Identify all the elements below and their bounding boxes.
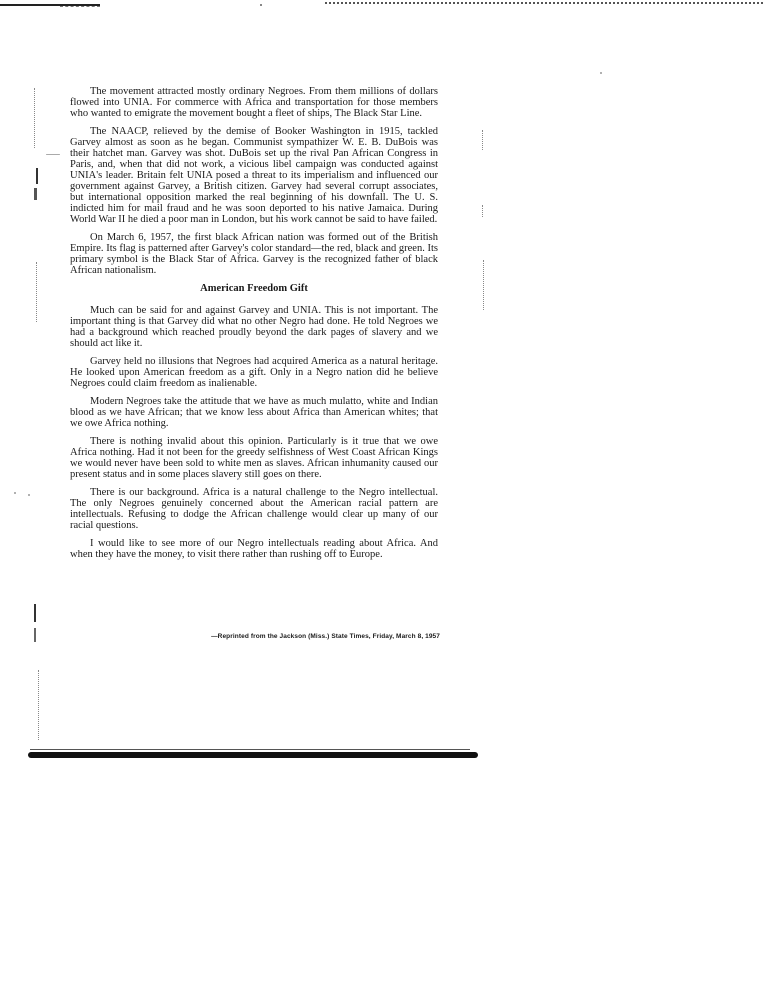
paragraph: I would like to see more of our Negro intellectuals reading about Africa. And when they have the money, to visit there rather than rushing off to Europe. xyxy=(70,538,438,560)
top-right-dotted-rule xyxy=(325,2,763,4)
left-margin-dotted-line xyxy=(38,670,39,740)
paragraph: Much can be said for and against Garvey and UNIA. This is not important. The important thing is that Garvey did what no other Negro had done. He told Negroes we had a background which reached proudly beyond the dark pages of slavery and we should act like it. xyxy=(70,305,438,349)
scan-speck xyxy=(46,154,60,155)
bottom-heavy-rule xyxy=(28,752,478,758)
right-margin-dotted-line xyxy=(483,260,484,310)
paragraph: There is our background. Africa is a natural challenge to the Negro intellectual. The only Negroes genuinely concerned about the American racial pattern are intellectuals. Refusing to dodge the African challenge would clear up many of our racial questions. xyxy=(70,487,438,531)
paragraph: Garvey held no illusions that Negroes had acquired America as a natural heritage. He looked upon American freedom as a gift. Only in a Negro nation did he believe Negroes could claim freedom as inalienable. xyxy=(70,356,438,389)
paragraph: There is nothing invalid about this opinion. Particularly is it true that we owe Africa nothing. Had it not been for the greedy selfishness of West Coast African Kings we would never have been sold to white men as slaves. African inhumanity caused our present status and in some places slavery still goes on there. xyxy=(70,436,438,480)
left-margin-mark xyxy=(36,168,38,184)
paragraph: On March 6, 1957, the first black African nation was formed out of the British Empire. Its flag is patterned after Garvey's color standard—the red, black and green. Its primary symbol is the Black Star of Africa. Garvey is the recognized father of black African nationalism. xyxy=(70,232,438,276)
reprint-credit: —Reprinted from the Jackson (Miss.) State Times, Friday, March 8, 1957 xyxy=(211,633,440,640)
scan-speck xyxy=(260,4,262,6)
paragraph: The NAACP, relieved by the demise of Booker Washington in 1915, tackled Garvey almost as soon as he began. Communist sympathizer W. E. B. DuBois was their hatchet man. Garvey was shot. DuBois set up the rival Pan African Congress in Paris, and, when that did not work, a vicious libel campaign was conducted against UNIA's leader. Britain felt UNIA posed a threat to its imperialism and influenced our government against Garvey, a British citizen. Garvey had several corrupt associates, but international opposition marked the real beginning of his downfall. The U. S. indicted him for mail fraud and he was soon deported to his native Jamaica. During World War II he died a poor man in London, but his work cannot be said to have failed. xyxy=(70,126,438,225)
scan-speck xyxy=(600,72,602,74)
section-subheading: American Freedom Gift xyxy=(200,283,308,294)
left-margin-dotted-line xyxy=(34,88,35,148)
right-margin-dotted-line xyxy=(482,130,483,150)
top-left-dashed-line xyxy=(60,6,100,7)
paragraph: Modern Negroes take the attitude that we have as much mulatto, white and Indian blood as we have African; that we know less about Africa than American whites; that we owe Africa nothing. xyxy=(70,396,438,429)
article-body xyxy=(70,86,438,567)
scan-speck xyxy=(28,494,30,496)
scan-speck xyxy=(14,492,16,494)
left-margin-mark xyxy=(34,188,37,200)
bottom-thin-rule xyxy=(30,749,470,750)
left-margin-mark xyxy=(34,628,36,642)
left-margin-dotted-line xyxy=(36,262,37,322)
right-margin-dotted-line xyxy=(482,205,483,217)
left-margin-mark xyxy=(34,604,36,622)
paragraph: The movement attracted mostly ordinary Negroes. From them millions of dollars flowed into UNIA. For commerce with Africa and transportation for those members who wanted to emigrate the movement bought a fleet of ships, The Black Star Line. xyxy=(70,86,438,119)
